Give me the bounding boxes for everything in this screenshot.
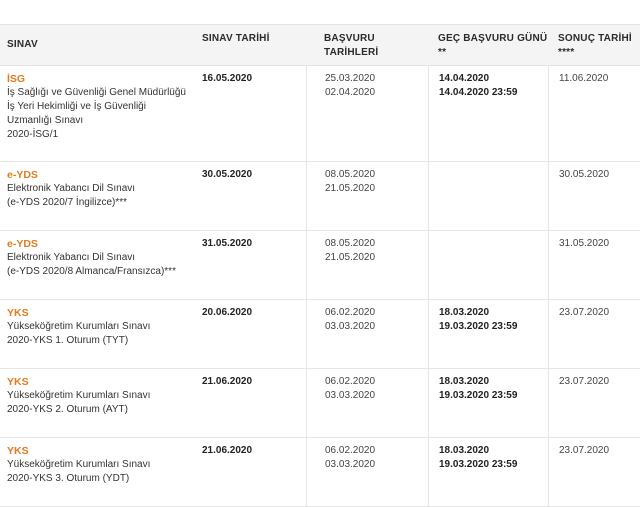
- exam-date: 20.06.2020: [202, 307, 253, 318]
- application-end: 03.03.2020: [325, 321, 376, 332]
- application-end: 21.05.2020: [325, 252, 376, 263]
- application-start: 06.02.2020: [325, 376, 376, 387]
- exam-cell: [0, 231, 190, 299]
- header-exam-date[interactable]: SINAV TARİHİ: [202, 33, 270, 44]
- exam-name: Yükseköğretim Kurumları Sınavı: [7, 390, 151, 401]
- late-date: 18.03.2020: [439, 445, 490, 456]
- header-result-date[interactable]: SONUÇ TARİHİ ****: [558, 33, 632, 58]
- result-date: 23.07.2020: [548, 300, 640, 368]
- application-start: 08.05.2020: [325, 169, 376, 180]
- late-deadline: 19.03.2020 23:59: [439, 459, 518, 470]
- exam-code-link[interactable]: e-YDS: [7, 238, 38, 250]
- exam-session: 2020-İSG/1: [7, 129, 59, 140]
- exam-session: (e-YDS 2020/7 İngilizce)***: [7, 197, 128, 208]
- exam-name: Yükseköğretim Kurumları Sınavı: [7, 459, 151, 470]
- late-application: [428, 66, 548, 161]
- exam-code-link[interactable]: YKS: [7, 445, 29, 457]
- table-header: [0, 24, 640, 66]
- exam-session: (e-YDS 2020/8 Almanca/Fransızca)***: [7, 266, 176, 277]
- exam-name: Elektronik Yabancı Dil Sınavı: [7, 252, 136, 263]
- table-row: [0, 438, 640, 507]
- table-row: [0, 369, 640, 438]
- result-date: 30.05.2020: [548, 162, 640, 230]
- exam-code-link[interactable]: İSG: [7, 73, 26, 85]
- result-date: 11.06.2020: [548, 66, 640, 161]
- exam-session: 2020-YKS 1. Oturum (TYT): [7, 335, 129, 346]
- application-start: 06.02.2020: [325, 307, 376, 318]
- exam-date: 21.06.2020: [202, 445, 253, 456]
- late-deadline: 19.03.2020 23:59: [439, 321, 518, 332]
- header-late-application[interactable]: GEÇ BAŞVURU GÜNÜ **: [438, 33, 548, 58]
- late-date: 14.04.2020: [439, 73, 490, 84]
- header-application-dates[interactable]: BAŞVURU TARİHLERİ: [324, 33, 379, 58]
- application-dates: [306, 231, 428, 299]
- application-end: 03.03.2020: [325, 390, 376, 401]
- table-row: [0, 231, 640, 300]
- exam-code-link[interactable]: e-YDS: [7, 169, 38, 181]
- late-date: 18.03.2020: [439, 376, 490, 387]
- result-date: 31.05.2020: [548, 231, 640, 299]
- table-row: [0, 66, 640, 162]
- exam-name: Yükseköğretim Kurumları Sınavı: [7, 321, 151, 332]
- application-dates: [306, 66, 428, 161]
- exam-name: Elektronik Yabancı Dil Sınavı: [7, 183, 136, 194]
- late-application: [428, 369, 548, 437]
- late-deadline: 19.03.2020 23:59: [439, 390, 518, 401]
- table-row: [0, 162, 640, 231]
- application-dates: [306, 300, 428, 368]
- late-date: 18.03.2020: [439, 307, 490, 318]
- application-start: 06.02.2020: [325, 445, 376, 456]
- application-dates: [306, 369, 428, 437]
- application-end: 03.03.2020: [325, 459, 376, 470]
- exam-cell: [0, 369, 190, 437]
- exam-code-link[interactable]: YKS: [7, 307, 29, 319]
- exam-date: 31.05.2020: [202, 238, 253, 249]
- result-date: 23.07.2020: [548, 369, 640, 437]
- late-deadline: 14.04.2020 23:59: [439, 87, 518, 98]
- late-application: [428, 231, 548, 299]
- application-end: 21.05.2020: [325, 183, 376, 194]
- late-application: [428, 300, 548, 368]
- exam-date: 30.05.2020: [202, 169, 253, 180]
- exam-cell: [0, 162, 190, 230]
- exam-cell: [0, 300, 190, 368]
- header-exam[interactable]: SINAV: [7, 39, 38, 50]
- exam-date: 21.06.2020: [202, 376, 253, 387]
- application-start: 08.05.2020: [325, 238, 376, 249]
- exam-date: 16.05.2020: [202, 73, 253, 84]
- application-end: 02.04.2020: [325, 87, 376, 98]
- exam-session: 2020-YKS 2. Oturum (AYT): [7, 404, 128, 415]
- exam-cell: [0, 66, 190, 161]
- result-date: 23.07.2020: [548, 438, 640, 506]
- application-start: 25.03.2020: [325, 73, 376, 84]
- exam-code-link[interactable]: YKS: [7, 376, 29, 388]
- table-row: [0, 300, 640, 369]
- exam-session: 2020-YKS 3. Oturum (YDT): [7, 473, 130, 484]
- exam-name: İş Sağlığı ve Güvenliği Genel Müdürlüğü İş Yeri Hekimliği ve İş Güvenliği Uzmanlığı Sınavı: [7, 87, 186, 126]
- late-application: [428, 162, 548, 230]
- exam-schedule-table: [0, 24, 640, 507]
- application-dates: [306, 162, 428, 230]
